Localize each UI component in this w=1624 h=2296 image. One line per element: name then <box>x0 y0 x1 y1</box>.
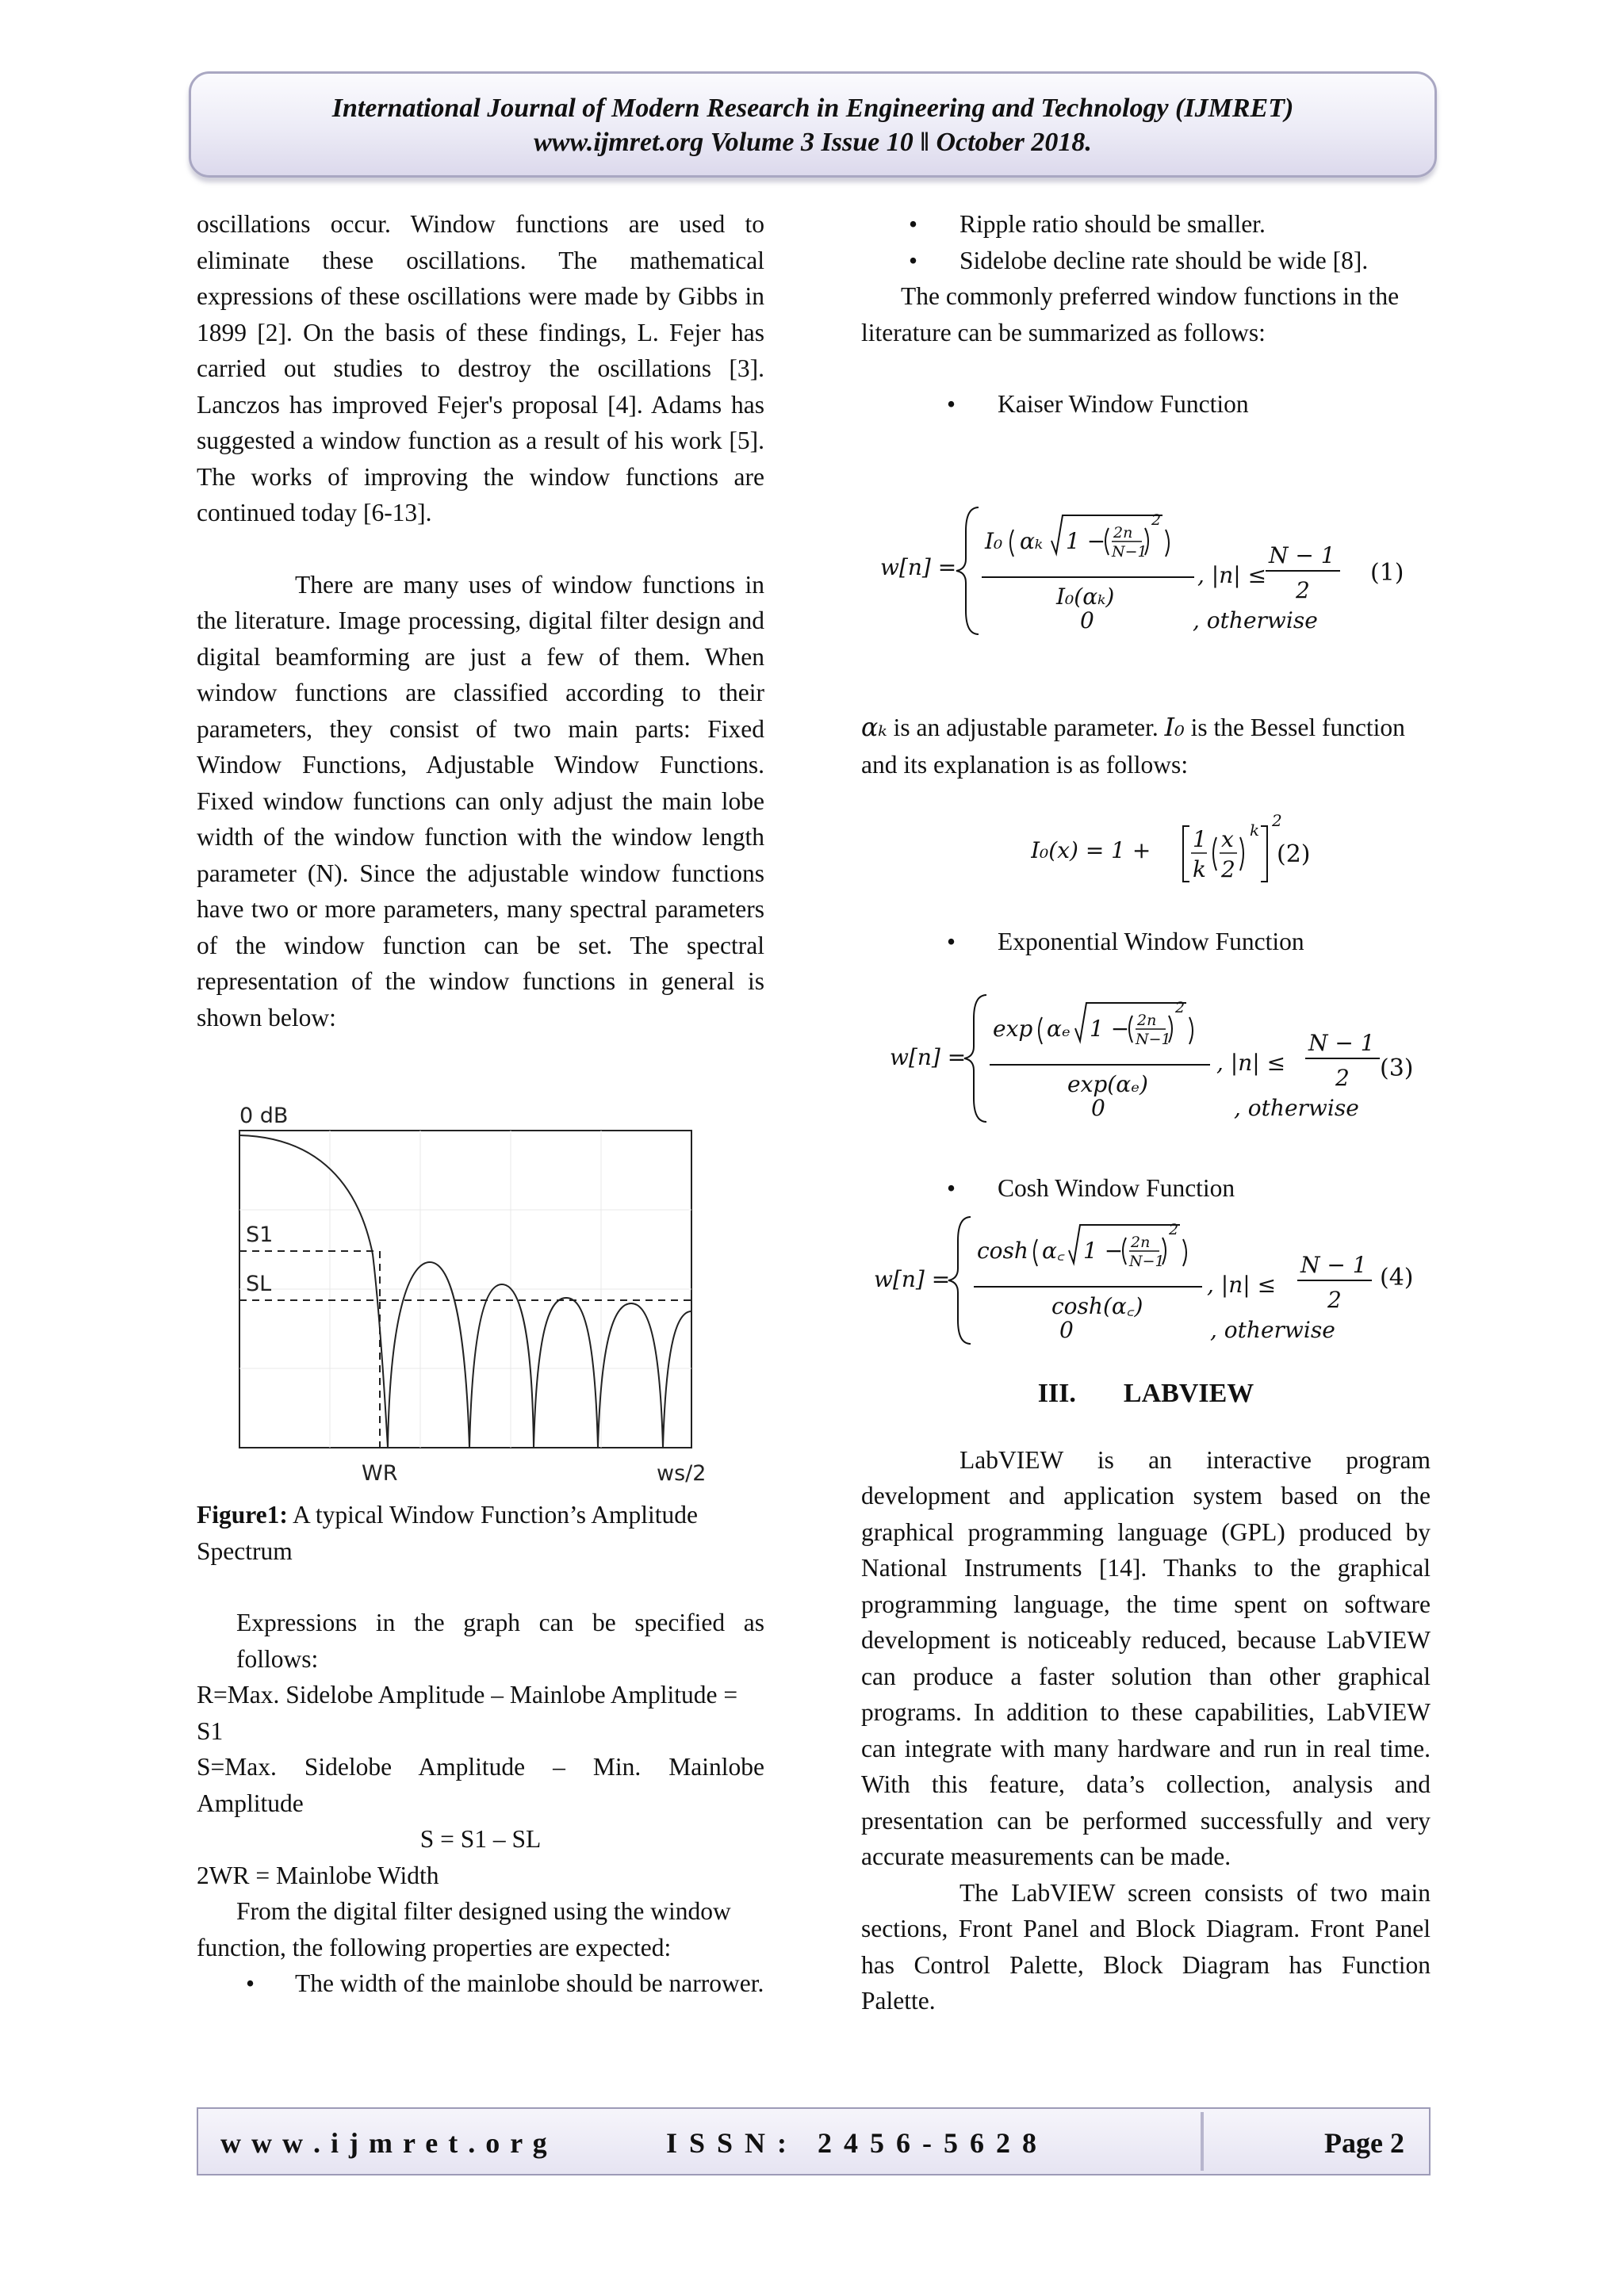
svg-text:, otherwise: , otherwise <box>1234 1095 1359 1121</box>
bullet-dot: • <box>909 210 918 238</box>
equation-4-cosh <box>864 1209 1435 1352</box>
svg-text:1 −: 1 − <box>1083 1238 1124 1264</box>
filter-properties-intro: From the digital filter designed using the window function, the following properties are expected: <box>197 1897 731 1961</box>
expression-wr: 2WR = Mainlobe Width <box>197 1861 439 1889</box>
expressions-intro: Expressions in the graph can be specified as follows: <box>236 1609 764 1673</box>
svg-text:1 −: 1 − <box>1066 528 1106 554</box>
svg-text:, |n| ≤: , |n| ≤ <box>1207 1272 1277 1298</box>
paragraph-labview-intro: LabVIEW is an interactive program development and application system based on the graphical programming language (GPL) produced by National Instruments [14]. Thanks to the graphical programming language, the time spent on software development is noticeably reduced, because LabVIEW can produce a faster solution than other graphical programs. In addition to these capabilities, LabVIEW can integrate with many hardware and run in real time. With this feature, data’s collection, analysis and presentation can be performed successfully and very accurate measurements can be made. <box>861 1445 1431 1870</box>
svg-text:2: 2 <box>1151 511 1162 529</box>
svg-text:N−1: N−1 <box>1136 1031 1171 1048</box>
bullet-dot: • <box>909 246 918 274</box>
equation-1-number: (1) <box>1370 559 1404 587</box>
section-number: III. <box>1037 1379 1076 1408</box>
bessel-sentence: αₖ is an adjustable parameter. I₀ is the Bessel function and its explanation is as follows: <box>861 714 1405 779</box>
equation-3-number: (3) <box>1380 1054 1414 1082</box>
svg-text:1 −: 1 − <box>1090 1016 1130 1042</box>
bullet-exponential: • Exponential Window Function <box>861 924 1431 960</box>
figure-caption <box>197 1497 764 1569</box>
paragraph-common-windows: The commonly preferred window functions in the literature can be summarized as follows: <box>861 282 1400 346</box>
figure-caption-label: Figure1: <box>197 1501 288 1529</box>
footer-website: w w w . i j m r e t . o r g <box>220 2127 549 2159</box>
bullet-mainlobe: • The width of the mainlobe should be narrower. <box>197 1965 764 2002</box>
page-footer <box>197 2107 1431 2175</box>
svg-text:exp(αₑ): exp(αₑ) <box>1067 1071 1148 1097</box>
amplitude-spectrum-figure <box>222 1104 730 1492</box>
svg-text:αₖ: αₖ <box>1020 528 1044 554</box>
footer-page-number: Page 2 <box>1324 2127 1404 2159</box>
paragraph-gibbs: oscillations occur. Window functions are used to eliminate these oscillations. The mathematical expressions of these oscillations were made by Gibbs in 1899 [2]. On the basis of these findings, L. Fejer has carried out studies to destroy the oscillations [3]. Lanczos has improved Fejer's proposal [4]. Adams has suggested a window function as a result of his work [5]. The works of improving the window functions are continued today [6-13]. <box>197 210 764 526</box>
svg-text:, otherwise: , otherwise <box>1193 607 1318 633</box>
svg-text:I₀(αₖ): I₀(αₖ) <box>1056 584 1115 610</box>
bullet-cosh-wrap <box>861 1170 1431 1207</box>
expression-r: R=Max. Sidelobe Amplitude – Mainlobe Amplitude = S1 <box>197 1681 738 1745</box>
paragraph-uses: There are many uses of window functions in the literature. Image processing, digital filter design and digital beamforming are just a few of them. When window functions are classified according to their parameters, they consist of two main parts: Fixed Window Functions, Adjustable Window Functions. Fixed window functions can only adjust the main lobe width of the window function with the window length parameter (N). Since the adjustable window functions have two or more parameters, many spectral parameters of the window function can be set. The spectral representation of the window functions in general is shown below: <box>197 570 764 1031</box>
section-heading <box>861 1376 1431 1412</box>
bullet-sidelobe: • Sidelobe decline rate should be wide [8]. <box>861 243 1431 279</box>
svg-text:2: 2 <box>1175 999 1185 1016</box>
svg-text:N − 1: N − 1 <box>1300 1252 1367 1278</box>
footer-divider <box>1201 2112 1204 2171</box>
equation-4-number: (4) <box>1380 1264 1414 1292</box>
svg-text:I₀: I₀ <box>985 528 1003 554</box>
journal-title: International Journal of Modern Research in Engineering and Technology (IJMRET) <box>331 94 1294 123</box>
svg-text:0: 0 <box>1091 1095 1105 1121</box>
svg-text:2: 2 <box>1169 1221 1179 1238</box>
svg-text:2: 2 <box>1272 811 1282 830</box>
svg-text:, otherwise: , otherwise <box>1210 1317 1335 1343</box>
left-column-lower <box>197 1497 764 2002</box>
svg-text:cosh(α꜀): cosh(α꜀) <box>1051 1293 1143 1319</box>
svg-text:x: x <box>1221 826 1234 852</box>
left-column <box>197 206 764 1035</box>
svg-text:k: k <box>1193 856 1206 882</box>
svg-text:k: k <box>1250 821 1260 840</box>
svg-text:w[n] =: w[n] = <box>890 1044 967 1070</box>
figure-label-sl: SL <box>246 1272 272 1296</box>
expression-s-equation: S = S1 – SL <box>419 1825 542 1853</box>
svg-text:I₀(x) = 1 +: I₀(x) = 1 + <box>1031 837 1151 863</box>
section-labview <box>861 1376 1431 2019</box>
svg-text:N − 1: N − 1 <box>1269 542 1335 568</box>
paragraph-labview-screen: The LabVIEW screen consists of two main sections, Front Panel and Block Diagram. Front Panel has Control Palette, Block Diagram has Function Palette. <box>861 1878 1431 2015</box>
figure-label-wr: WR <box>362 1461 398 1486</box>
bullet-dot: • <box>246 1969 255 1997</box>
svg-text:α꜀: α꜀ <box>1042 1238 1065 1264</box>
svg-text:2: 2 <box>1221 856 1235 882</box>
journal-header <box>189 71 1437 178</box>
svg-text:2n: 2n <box>1113 524 1133 541</box>
svg-text:, |n| ≤: , |n| ≤ <box>1197 562 1267 588</box>
svg-text:2n: 2n <box>1131 1234 1151 1251</box>
footer-issn: I S S N : 2 4 5 6 - 5 6 2 8 <box>666 2127 1040 2159</box>
svg-text:exp: exp <box>993 1016 1033 1042</box>
right-column-top <box>861 206 1431 423</box>
svg-text:2: 2 <box>1335 1065 1350 1091</box>
equation-1-kaiser <box>872 499 1443 642</box>
bullet-dot: • <box>947 928 956 955</box>
bullet-kaiser: • Kaiser Window Function <box>861 386 1431 423</box>
svg-text:0: 0 <box>1059 1317 1074 1343</box>
svg-text:N−1: N−1 <box>1129 1253 1165 1270</box>
svg-text:w[n] =: w[n] = <box>874 1266 951 1292</box>
svg-text:N−1: N−1 <box>1112 543 1147 561</box>
expression-s: S=Max. Sidelobe Amplitude – Min. Mainlobe Amplitude <box>197 1753 764 1817</box>
figure-label-0db: 0 dB <box>239 1104 289 1128</box>
svg-text:1: 1 <box>1193 826 1207 852</box>
bullet-dot: • <box>947 1174 956 1202</box>
svg-text:2: 2 <box>1327 1287 1342 1313</box>
bullet-ripple: • Ripple ratio should be smaller. <box>861 206 1431 243</box>
figure-label-s1: S1 <box>246 1223 274 1247</box>
svg-text:N − 1: N − 1 <box>1308 1030 1375 1056</box>
svg-text:2n: 2n <box>1137 1012 1157 1029</box>
svg-text:2: 2 <box>1296 577 1310 603</box>
bullet-cosh: • Cosh Window Function <box>861 1170 1431 1207</box>
bullet-dot: • <box>947 390 956 418</box>
svg-text:w[n] =: w[n] = <box>880 554 957 580</box>
bessel-i0-symbol: I₀ <box>1164 714 1185 742</box>
figure-caption-text: A typical Window Function’s Amplitude Spectrum <box>197 1501 698 1565</box>
svg-text:0: 0 <box>1080 607 1094 633</box>
journal-issue: www.ijmret.org Volume 3 Issue 10 ǁ October 2018. <box>534 128 1092 157</box>
svg-text:αₑ: αₑ <box>1047 1016 1071 1042</box>
section-title: LABVIEW <box>1123 1379 1254 1408</box>
svg-text:, |n| ≤: , |n| ≤ <box>1216 1050 1286 1076</box>
equation-3-exponential <box>880 987 1451 1130</box>
figure-label-ws2: ws/2 <box>657 1461 707 1486</box>
bullet-exponential-wrap <box>861 924 1431 960</box>
alpha-k-symbol: αₖ <box>861 714 887 742</box>
equation-2-number: (2) <box>1277 840 1311 868</box>
svg-text:cosh: cosh <box>977 1238 1028 1264</box>
